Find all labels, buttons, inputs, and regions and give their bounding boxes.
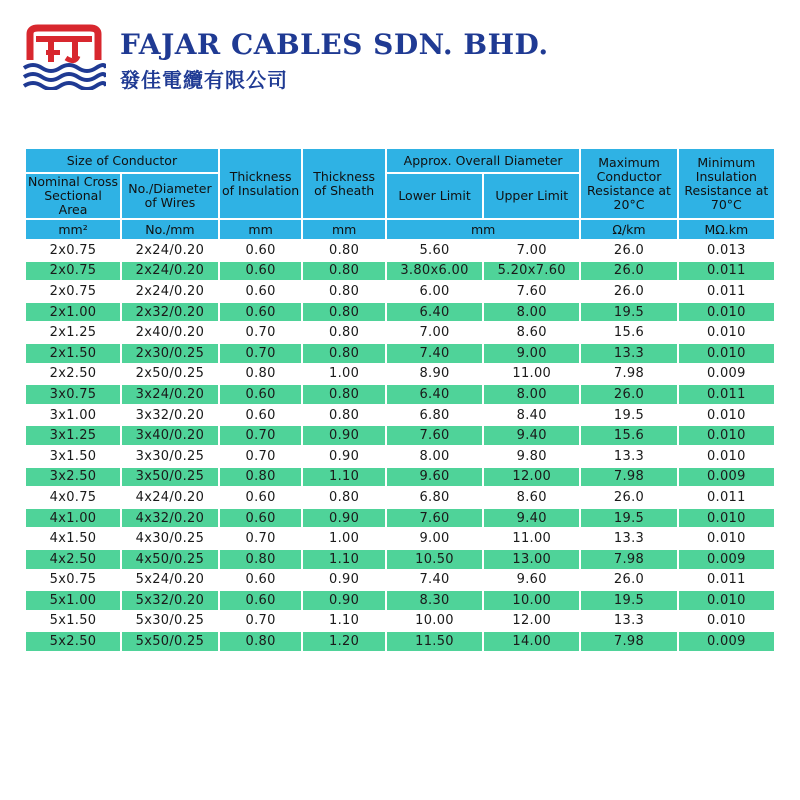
- table-row: [26, 344, 774, 363]
- cell-resistance: 26.0: [581, 241, 676, 260]
- cell-resistance: 19.5: [581, 509, 676, 528]
- cell-insulation: 0.60: [220, 591, 302, 610]
- cell-resistance: 7.98: [581, 468, 676, 487]
- table-row: [26, 571, 774, 590]
- table-row: [26, 509, 774, 528]
- cell-insulation: 0.80: [220, 468, 302, 487]
- cell-resistance: 26.0: [581, 571, 676, 590]
- cell-resistance: 19.5: [581, 303, 676, 322]
- cell-upper-limit: 12.00: [484, 468, 579, 487]
- header-thickness-sheath: Thickness of Sheath: [303, 149, 385, 218]
- header-no-diameter: No./Diameter of Wires: [122, 174, 218, 218]
- cell-wires: 2x24/0.20: [122, 262, 218, 281]
- cell-wires: 5x32/0.20: [122, 591, 218, 610]
- table-row: [26, 488, 774, 507]
- cell-sheath: 0.90: [303, 571, 385, 590]
- cell-wires: 2x40/0.20: [122, 323, 218, 342]
- cell-insulation: 0.70: [220, 447, 302, 466]
- cell-insulation: 0.80: [220, 365, 302, 384]
- table-row: [26, 282, 774, 301]
- cell-resistance: 7.98: [581, 365, 676, 384]
- table-row: [26, 632, 774, 651]
- cell-area: 2x2.50: [26, 365, 120, 384]
- cell-sheath: 0.80: [303, 262, 385, 281]
- cell-insulation: 0.60: [220, 509, 302, 528]
- cell-lower-limit: 9.00: [387, 529, 482, 548]
- unit-insulation-resistance: MΩ.km: [679, 220, 774, 239]
- header-max-resistance: Maximum Conductor Resistance at 20°C: [581, 149, 676, 218]
- cell-wires: 4x30/0.25: [122, 529, 218, 548]
- cell-insulation-resistance: 0.010: [679, 303, 774, 322]
- cell-upper-limit: 11.00: [484, 529, 579, 548]
- cell-insulation: 0.70: [220, 612, 302, 631]
- cell-upper-limit: 11.00: [484, 365, 579, 384]
- cell-upper-limit: 5.20x7.60: [484, 262, 579, 281]
- header-nominal-area: Nominal Cross Sectional Area: [26, 174, 120, 218]
- cell-insulation: 0.60: [220, 241, 302, 260]
- cell-insulation-resistance: 0.010: [679, 344, 774, 363]
- table-body: [26, 241, 774, 651]
- cell-area: 5x1.00: [26, 591, 120, 610]
- header-lower-limit: Lower Limit: [387, 174, 482, 218]
- cell-area: 2x0.75: [26, 262, 120, 281]
- table-row: [26, 447, 774, 466]
- cell-lower-limit: 9.60: [387, 468, 482, 487]
- table-row: [26, 262, 774, 281]
- cell-lower-limit: 7.40: [387, 344, 482, 363]
- header-upper-limit: Upper Limit: [484, 174, 579, 218]
- cell-resistance: 13.3: [581, 344, 676, 363]
- table-row: [26, 406, 774, 425]
- cell-lower-limit: 7.60: [387, 426, 482, 445]
- cell-lower-limit: 3.80x6.00: [387, 262, 482, 281]
- cell-area: 4x0.75: [26, 488, 120, 507]
- cell-insulation-resistance: 0.010: [679, 447, 774, 466]
- cell-wires: 3x30/0.25: [122, 447, 218, 466]
- cell-upper-limit: 8.00: [484, 385, 579, 404]
- cell-insulation-resistance: 0.011: [679, 262, 774, 281]
- cell-upper-limit: 7.60: [484, 282, 579, 301]
- cell-area: 2x1.00: [26, 303, 120, 322]
- cell-area: 2x0.75: [26, 241, 120, 260]
- cell-insulation: 0.60: [220, 406, 302, 425]
- header-min-insulation: Minimum Insulation Resistance at 70°C: [679, 149, 774, 218]
- table-row: [26, 303, 774, 322]
- table-row: [26, 323, 774, 342]
- cell-sheath: 1.10: [303, 612, 385, 631]
- cell-area: 3x0.75: [26, 385, 120, 404]
- cell-insulation-resistance: 0.010: [679, 612, 774, 631]
- cell-wires: 3x24/0.20: [122, 385, 218, 404]
- cell-upper-limit: 9.40: [484, 426, 579, 445]
- cell-area: 4x2.50: [26, 550, 120, 569]
- cell-insulation-resistance: 0.011: [679, 282, 774, 301]
- cell-sheath: 0.80: [303, 406, 385, 425]
- cell-insulation: 0.60: [220, 488, 302, 507]
- cell-resistance: 26.0: [581, 282, 676, 301]
- cell-insulation-resistance: 0.010: [679, 509, 774, 528]
- cell-upper-limit: 8.60: [484, 323, 579, 342]
- cell-insulation: 0.80: [220, 550, 302, 569]
- cell-sheath: 1.20: [303, 632, 385, 651]
- cell-wires: 2x24/0.20: [122, 241, 218, 260]
- cell-insulation: 0.70: [220, 529, 302, 548]
- cell-insulation: 0.80: [220, 632, 302, 651]
- cell-sheath: 0.80: [303, 323, 385, 342]
- cell-lower-limit: 11.50: [387, 632, 482, 651]
- cell-area: 3x2.50: [26, 468, 120, 487]
- cell-wires: 5x50/0.25: [122, 632, 218, 651]
- cell-area: 5x1.50: [26, 612, 120, 631]
- unit-diameter: mm: [387, 220, 579, 239]
- table-row: [26, 612, 774, 631]
- table-row: [26, 385, 774, 404]
- cell-insulation-resistance: 0.009: [679, 550, 774, 569]
- header-overall-diameter: Approx. Overall Diameter: [387, 149, 579, 172]
- cell-lower-limit: 6.80: [387, 488, 482, 507]
- cell-area: 3x1.50: [26, 447, 120, 466]
- cell-insulation-resistance: 0.010: [679, 591, 774, 610]
- cell-upper-limit: 8.60: [484, 488, 579, 507]
- cell-insulation-resistance: 0.010: [679, 406, 774, 425]
- cell-wires: 2x50/0.25: [122, 365, 218, 384]
- cell-insulation: 0.70: [220, 323, 302, 342]
- cell-lower-limit: 8.30: [387, 591, 482, 610]
- cell-insulation: 0.70: [220, 426, 302, 445]
- cell-resistance: 13.3: [581, 529, 676, 548]
- table-row: [26, 241, 774, 260]
- cell-insulation: 0.60: [220, 303, 302, 322]
- cell-lower-limit: 6.40: [387, 385, 482, 404]
- cell-insulation-resistance: 0.011: [679, 385, 774, 404]
- table-row: [26, 591, 774, 610]
- cell-lower-limit: 6.80: [387, 406, 482, 425]
- cell-insulation-resistance: 0.009: [679, 468, 774, 487]
- unit-wires: No./mm: [122, 220, 218, 239]
- company-name: FAJAR CABLES SDN. BHD.: [120, 28, 549, 61]
- cell-resistance: 19.5: [581, 591, 676, 610]
- cell-sheath: 0.90: [303, 447, 385, 466]
- cell-area: 3x1.00: [26, 406, 120, 425]
- table-row: [26, 468, 774, 487]
- cell-upper-limit: 10.00: [484, 591, 579, 610]
- cell-lower-limit: 10.00: [387, 612, 482, 631]
- cell-wires: 3x32/0.20: [122, 406, 218, 425]
- cell-upper-limit: 12.00: [484, 612, 579, 631]
- cell-wires: 5x24/0.20: [122, 571, 218, 590]
- cell-wires: 3x50/0.25: [122, 468, 218, 487]
- cell-sheath: 1.00: [303, 365, 385, 384]
- cell-area: 4x1.50: [26, 529, 120, 548]
- cell-lower-limit: 7.60: [387, 509, 482, 528]
- cell-lower-limit: 10.50: [387, 550, 482, 569]
- cell-insulation: 0.60: [220, 385, 302, 404]
- cell-resistance: 26.0: [581, 262, 676, 281]
- table-row: [26, 550, 774, 569]
- cell-sheath: 0.90: [303, 509, 385, 528]
- cell-area: 4x1.00: [26, 509, 120, 528]
- cell-sheath: 0.80: [303, 303, 385, 322]
- cell-insulation-resistance: 0.011: [679, 488, 774, 507]
- unit-resistance: Ω/km: [581, 220, 676, 239]
- cell-lower-limit: 6.00: [387, 282, 482, 301]
- cell-resistance: 7.98: [581, 632, 676, 651]
- cable-spec-table: [24, 147, 776, 653]
- cell-insulation-resistance: 0.013: [679, 241, 774, 260]
- cell-wires: 2x24/0.20: [122, 282, 218, 301]
- cell-sheath: 1.00: [303, 529, 385, 548]
- cell-sheath: 0.90: [303, 426, 385, 445]
- cell-sheath: 0.80: [303, 344, 385, 363]
- cell-upper-limit: 7.00: [484, 241, 579, 260]
- cell-resistance: 15.6: [581, 426, 676, 445]
- cell-resistance: 7.98: [581, 550, 676, 569]
- cell-wires: 4x50/0.25: [122, 550, 218, 569]
- cell-insulation-resistance: 0.009: [679, 365, 774, 384]
- header-thickness-insulation: Thickness of Insulation: [220, 149, 302, 218]
- cell-insulation-resistance: 0.011: [679, 571, 774, 590]
- cell-resistance: 26.0: [581, 385, 676, 404]
- cell-upper-limit: 14.00: [484, 632, 579, 651]
- cell-sheath: 0.90: [303, 591, 385, 610]
- header-size-of-conductor: Size of Conductor: [26, 149, 218, 172]
- cell-lower-limit: 5.60: [387, 241, 482, 260]
- cell-upper-limit: 9.40: [484, 509, 579, 528]
- cell-sheath: 0.80: [303, 241, 385, 260]
- cell-area: 2x0.75: [26, 282, 120, 301]
- cell-resistance: 15.6: [581, 323, 676, 342]
- cell-insulation-resistance: 0.009: [679, 632, 774, 651]
- company-name-chinese: 發佳電纜有限公司: [120, 68, 288, 92]
- cell-lower-limit: 7.00: [387, 323, 482, 342]
- cell-upper-limit: 9.80: [484, 447, 579, 466]
- table-row: [26, 426, 774, 445]
- cell-sheath: 0.80: [303, 488, 385, 507]
- cell-sheath: 0.80: [303, 282, 385, 301]
- unit-insulation: mm: [220, 220, 302, 239]
- cell-wires: 4x24/0.20: [122, 488, 218, 507]
- cell-insulation: 0.60: [220, 571, 302, 590]
- cell-area: 5x2.50: [26, 632, 120, 651]
- unit-sheath: mm: [303, 220, 385, 239]
- cell-sheath: 0.80: [303, 385, 385, 404]
- cell-lower-limit: 8.00: [387, 447, 482, 466]
- cell-insulation: 0.70: [220, 344, 302, 363]
- cell-lower-limit: 6.40: [387, 303, 482, 322]
- cell-lower-limit: 7.40: [387, 571, 482, 590]
- cell-lower-limit: 8.90: [387, 365, 482, 384]
- cell-wires: 3x40/0.20: [122, 426, 218, 445]
- cell-wires: 2x32/0.20: [122, 303, 218, 322]
- cell-insulation-resistance: 0.010: [679, 323, 774, 342]
- cell-resistance: 13.3: [581, 612, 676, 631]
- cell-insulation: 0.60: [220, 282, 302, 301]
- cell-insulation-resistance: 0.010: [679, 426, 774, 445]
- cell-upper-limit: 13.00: [484, 550, 579, 569]
- cell-resistance: 19.5: [581, 406, 676, 425]
- cell-insulation-resistance: 0.010: [679, 529, 774, 548]
- company-header: [22, 24, 582, 94]
- cell-upper-limit: 8.00: [484, 303, 579, 322]
- cell-area: 2x1.25: [26, 323, 120, 342]
- unit-area: mm²: [26, 220, 120, 239]
- cell-wires: 2x30/0.25: [122, 344, 218, 363]
- cell-wires: 4x32/0.20: [122, 509, 218, 528]
- cell-sheath: 1.10: [303, 550, 385, 569]
- cell-sheath: 1.10: [303, 468, 385, 487]
- cell-area: 5x0.75: [26, 571, 120, 590]
- table-row: [26, 365, 774, 384]
- cell-upper-limit: 9.60: [484, 571, 579, 590]
- cell-area: 2x1.50: [26, 344, 120, 363]
- cell-upper-limit: 9.00: [484, 344, 579, 363]
- table-row: [26, 529, 774, 548]
- cell-insulation: 0.60: [220, 262, 302, 281]
- cell-area: 3x1.25: [26, 426, 120, 445]
- cell-upper-limit: 8.40: [484, 406, 579, 425]
- cell-resistance: 13.3: [581, 447, 676, 466]
- cell-wires: 5x30/0.25: [122, 612, 218, 631]
- cell-resistance: 26.0: [581, 488, 676, 507]
- fajar-logo-icon: [22, 24, 106, 90]
